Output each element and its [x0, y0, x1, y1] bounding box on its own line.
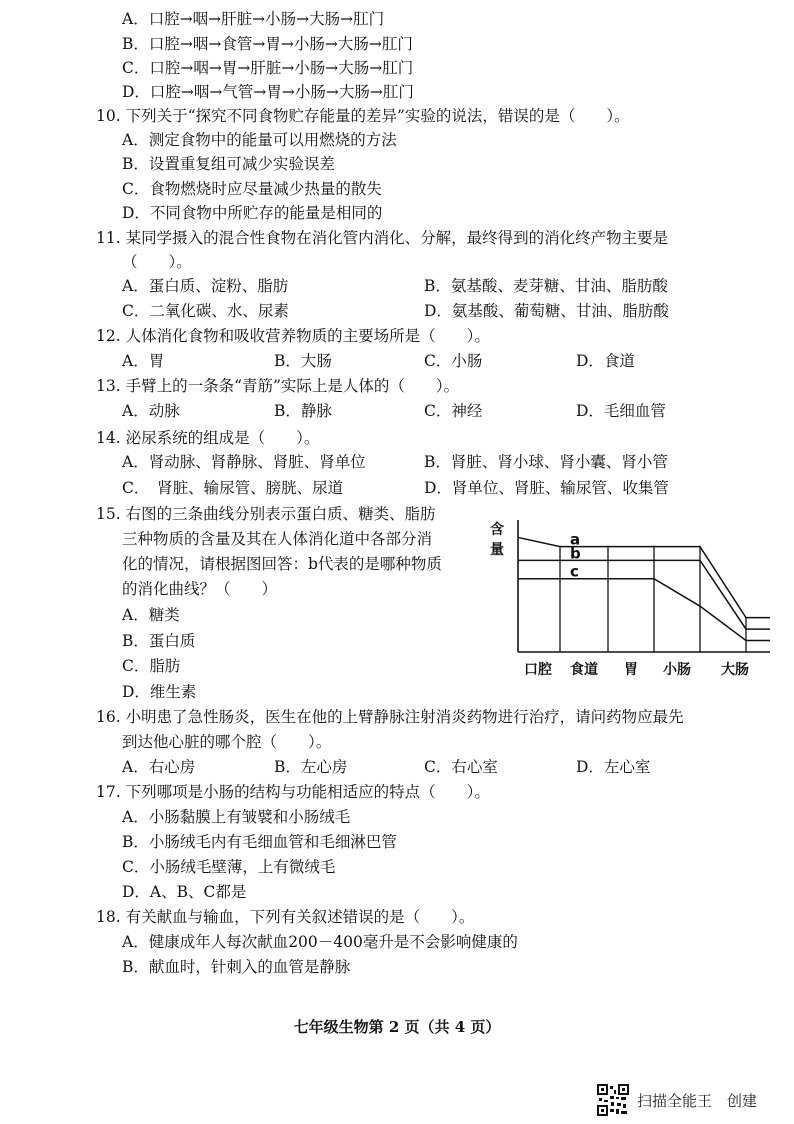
- q11-option-a: A．蛋白质、淀粉、脂肪: [122, 277, 289, 295]
- q18-option-a: A．健康成年人每次献血200－400毫升是不会影响健康的: [122, 933, 518, 951]
- q11-option-d: D．氨基酸、葡萄糖、甘油、脂肪酸: [424, 302, 669, 320]
- x-tick-label: 口腔: [524, 662, 552, 678]
- q11-stem: 11. 某同学摄入的混合性食物在消化管内消化、分解，最终得到的消化终产物主要是: [96, 229, 669, 247]
- q10-option-b: B．设置重复组可减少实验误差: [122, 155, 335, 173]
- scanner-watermark: [597, 1084, 757, 1116]
- x-tick-label: 胃: [624, 662, 638, 678]
- q14-option-c: C． 肾脏、输尿管、膀胱、尿道: [122, 479, 344, 497]
- q15-option-d: D．维生素: [122, 683, 197, 701]
- q15-stem-line-4: 的消化曲线？（ ）: [122, 580, 278, 598]
- q10-stem: 10. 下列关于“探究不同食物贮存能量的差异”实验的说法，错误的是（ ）。: [96, 107, 630, 125]
- q9-option-b: B．口腔→咽→食管→胃→小肠→大肠→肛门: [122, 35, 413, 53]
- q17-stem: 17. 下列哪项是小肠的结构与功能相适应的特点（ ）。: [96, 783, 490, 801]
- scanner-watermark-text: 扫描全能王 创建: [637, 1091, 758, 1110]
- q15-stem-line-2: 三种物质的含量及其在人体消化道中各部分消: [122, 530, 433, 548]
- q18-stem: 18. 有关献血与输血，下列有关叙述错误的是（ ）。: [96, 908, 475, 926]
- q9-option-d: D．口腔→咽→气管→胃→小肠→大肠→肛门: [122, 83, 414, 101]
- q14-option-d: D．肾单位、肾脏、输尿管、收集管: [424, 479, 669, 497]
- q18-option-b: B．献血时，针刺入的血管是静脉: [122, 958, 351, 976]
- q14-option-b: B．肾脏、肾小球、肾小囊、肾小管: [424, 453, 668, 471]
- q11-option-b: B．氨基酸、麦芽糖、甘油、脂肪酸: [424, 277, 668, 295]
- q12-option-b: B．大肠: [274, 352, 332, 370]
- q12-option-c: C．小肠: [424, 352, 483, 370]
- q11-stem-continued: （ ）。: [122, 253, 192, 271]
- q13-option-b: B．静脉: [274, 402, 332, 420]
- q16-option-b: B．左心房: [274, 758, 348, 776]
- q10-option-a: A．测定食物中的能量可以用燃烧的方法: [122, 131, 397, 149]
- q15-stem-line-3: 化的情况，请根据图回答：b代表的是哪种物质: [122, 555, 442, 573]
- series-label-c: c: [570, 562, 579, 581]
- q16-stem: 16. 小明患了急性肠炎，医生在他的上臂静脉注射消炎药物进行治疗，请问药物应最先: [96, 708, 684, 726]
- q17-option-c: C．小肠绒毛壁薄，上有微绒毛: [122, 858, 336, 876]
- q13-option-c: C．神经: [424, 402, 483, 420]
- q17-option-d: D．A、B、C都是: [122, 883, 247, 901]
- q16-stem-continued: 到达他心脏的哪个腔（ ）。: [122, 733, 332, 751]
- q16-option-a: A．右心房: [122, 758, 196, 776]
- y-axis-label: 含: [490, 522, 504, 538]
- x-tick-label: 食道: [570, 662, 598, 678]
- series-label-b: b: [570, 544, 581, 563]
- q10-option-d: D．不同食物中所贮存的能量是相同的: [122, 204, 383, 222]
- q16-option-d: D．左心室: [576, 758, 651, 776]
- q12-option-d: D．食道: [576, 352, 635, 370]
- q15-option-c: C．脂肪: [122, 657, 181, 675]
- series-line-a: [518, 537, 770, 617]
- q9-option-a: A．口腔→咽→肝脏→小肠→大肠→肛门: [122, 10, 385, 28]
- x-tick-label: 小肠: [663, 662, 691, 678]
- x-tick-label: 大肠: [721, 662, 749, 678]
- q17-option-b: B．小肠绒毛内有毛细血管和毛细淋巴管: [122, 833, 397, 851]
- q15-stem-line-1: 15. 右图的三条曲线分别表示蛋白质、糖类、脂肪: [96, 505, 436, 523]
- q13-option-d: D．毛细血管: [576, 402, 666, 420]
- q15-option-b: B．蛋白质: [122, 632, 196, 650]
- series-label-a: a: [570, 530, 581, 549]
- q14-stem: 14. 泌尿系统的组成是（ ）。: [96, 429, 320, 447]
- series-line-b: [518, 560, 770, 629]
- q12-option-a: A．胃: [122, 352, 165, 370]
- y-axis-label: 量: [490, 542, 504, 558]
- q17-option-a: A．小肠黏膜上有皱襞和小肠绒毛: [122, 808, 351, 826]
- q16-option-c: C．右心室: [424, 758, 498, 776]
- q13-option-a: A．动脉: [122, 402, 180, 420]
- q14-option-a: A．肾动脉、肾静脉、肾脏、肾单位: [122, 453, 366, 471]
- page-footer: 七年级生物第 2 页（共 4 页）: [293, 1018, 501, 1036]
- q11-option-c: C．二氧化碳、水、尿素: [122, 302, 289, 320]
- qr-code-icon: [597, 1084, 629, 1116]
- q12-stem: 12. 人体消化食物和吸收营养物质的主要场所是（ ）。: [96, 327, 490, 345]
- q10-option-c: C．食物燃烧时应尽量减少热量的散失: [122, 180, 382, 198]
- q9-option-c: C．口腔→咽→胃→肝脏→小肠→大肠→肛门: [122, 59, 414, 77]
- digestion-curve-chart: [484, 512, 774, 684]
- q13-stem: 13. 手臂上的一条条“青筋”实际上是人体的（ ）。: [96, 377, 460, 395]
- q15-option-a: A．糖类: [122, 606, 180, 624]
